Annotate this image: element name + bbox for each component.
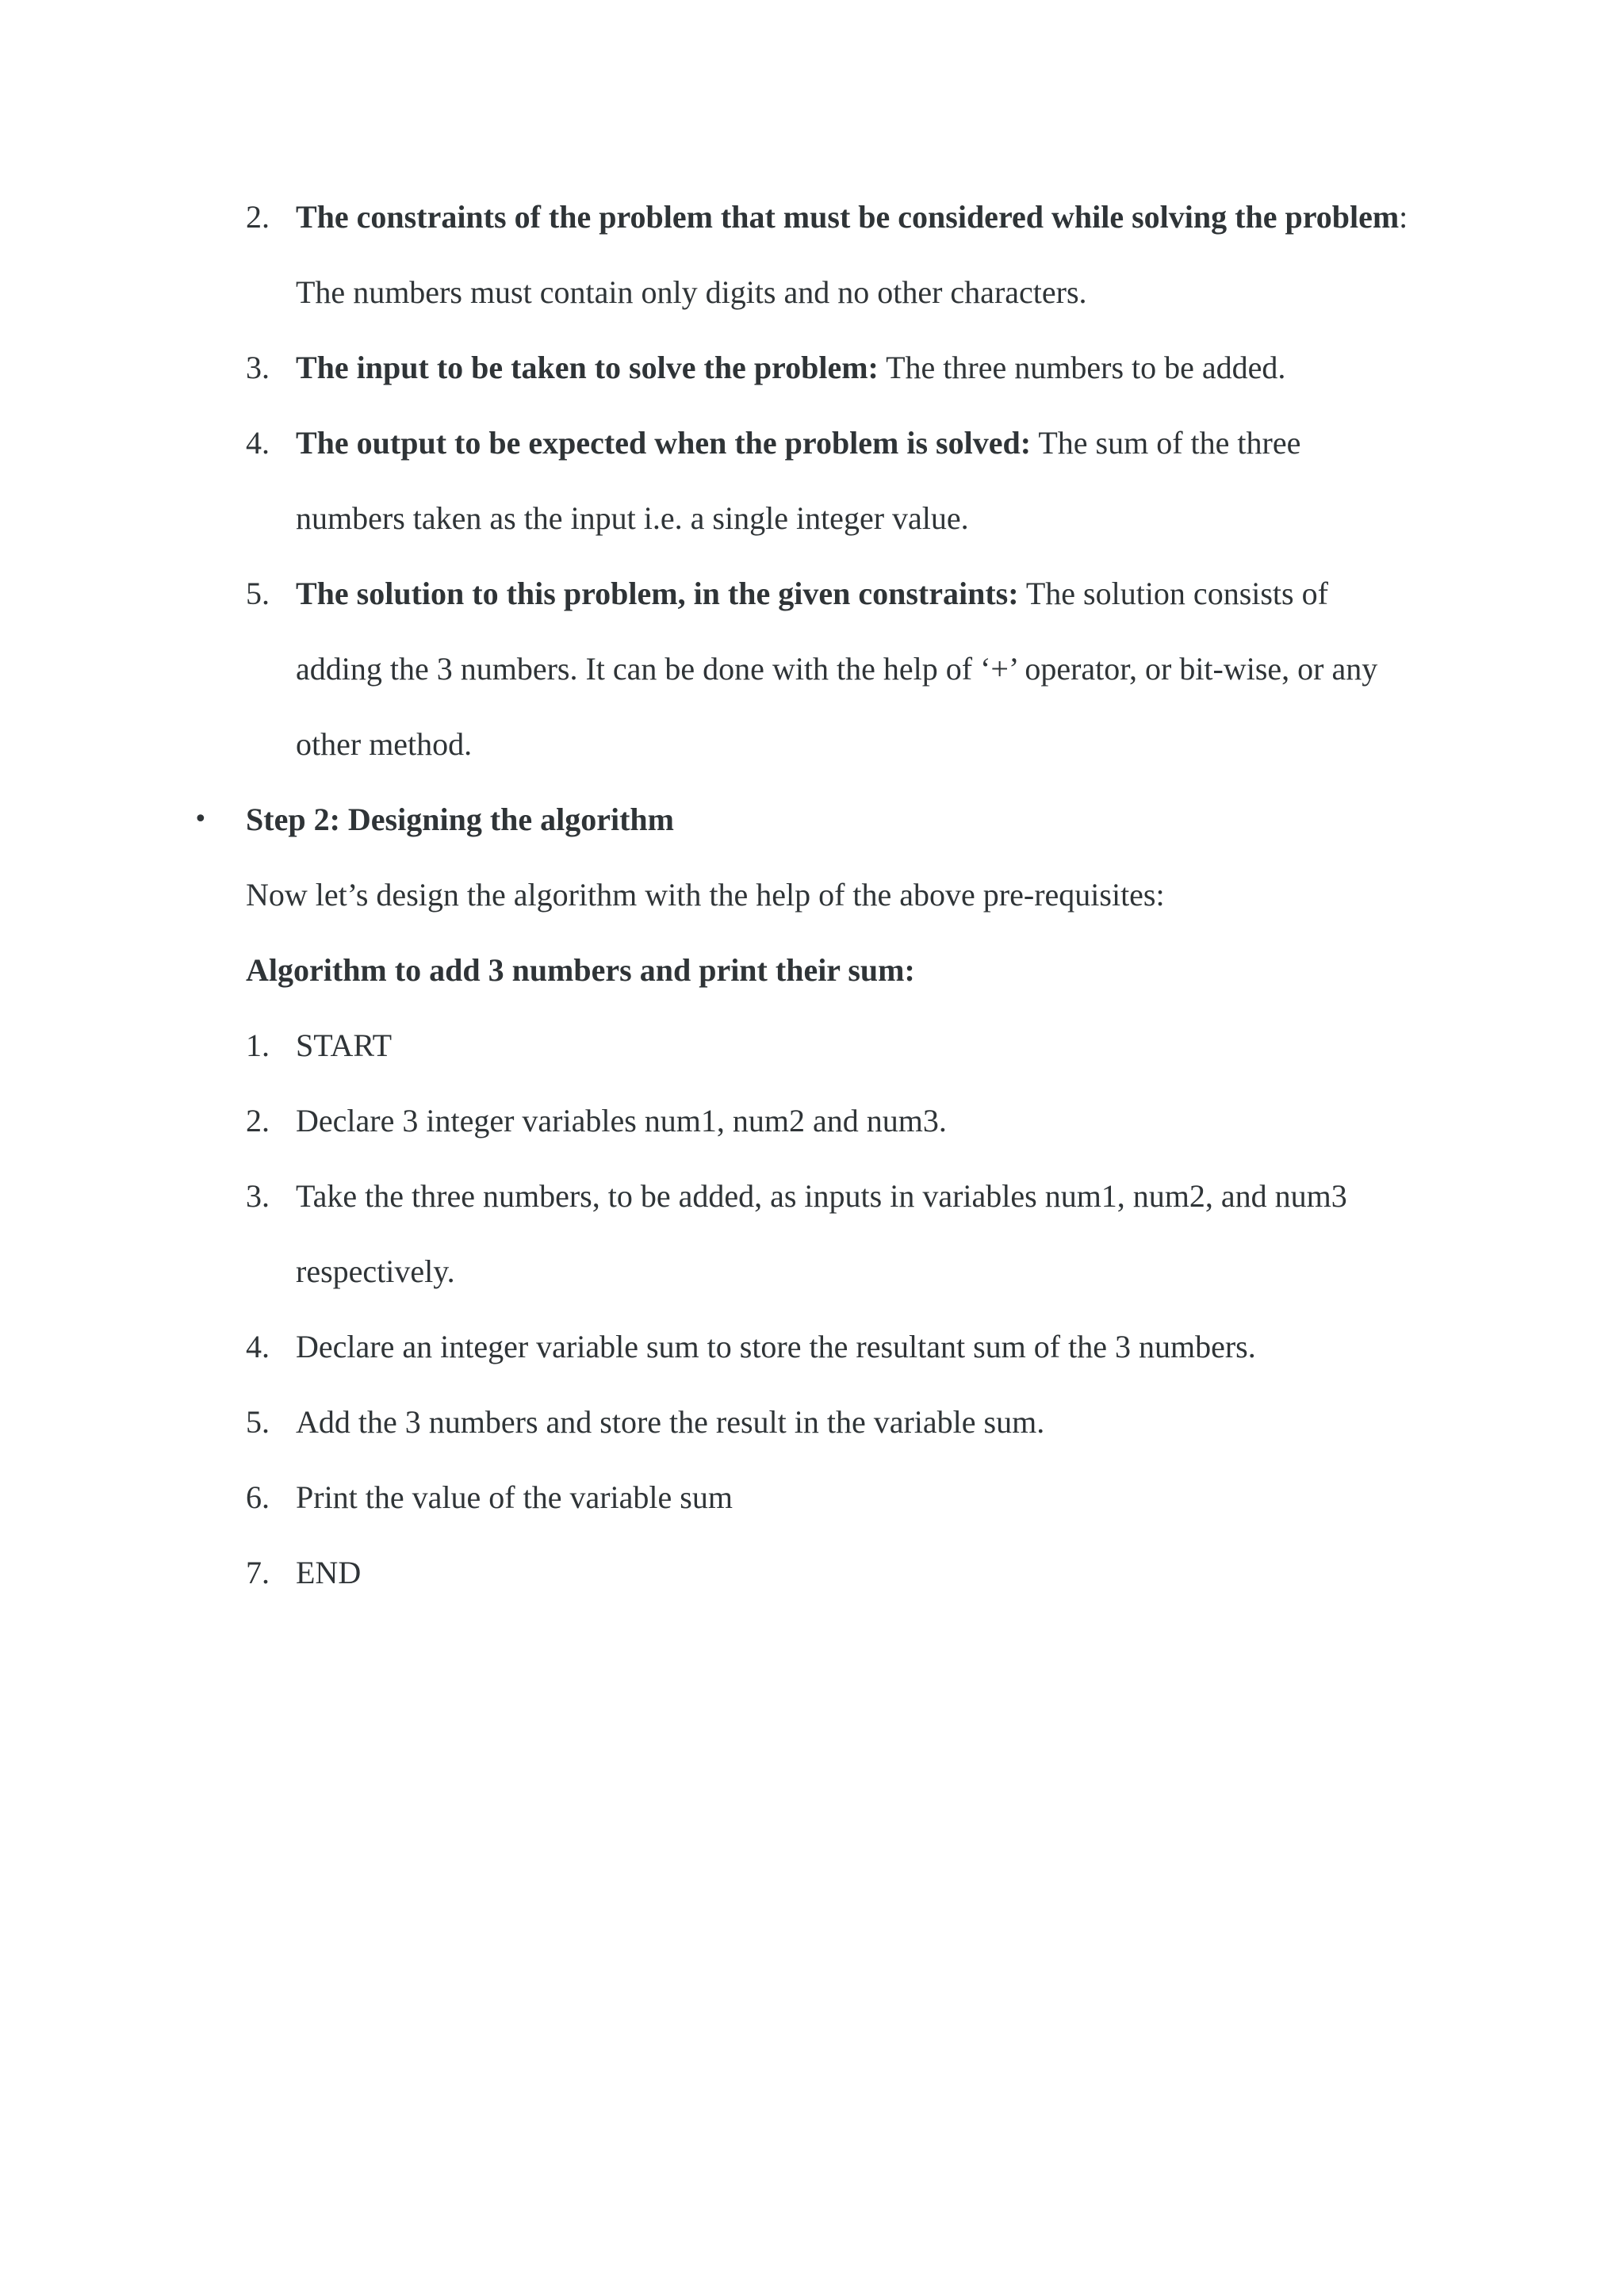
intro-paragraph: Now let’s design the algorithm with the help of the above pre-requisites: <box>246 877 1165 913</box>
list-number: 5. <box>246 576 270 611</box>
list-item-bold: The solution to this problem, in the given constraints: <box>296 576 1019 611</box>
step-number: 2. <box>246 1103 270 1138</box>
step-text: Declare an integer variable sum to store the resultant sum of the 3 numbers. <box>296 1329 1256 1364</box>
list-item-bold: The constraints of the problem that must be considered while solving the problem <box>296 199 1400 235</box>
list-item-text: : The numbers must contain only digits and no other characters. <box>296 199 1408 310</box>
list-item <box>0 556 1624 782</box>
algorithm-step <box>0 1535 1624 1610</box>
algorithm-step <box>0 1384 1624 1460</box>
step-number: 6. <box>246 1479 270 1515</box>
list-item-text: The sum of the three numbers taken as the input i.e. a single integer value. <box>296 425 1301 536</box>
algorithm-step <box>0 1460 1624 1535</box>
list-item <box>0 179 1624 330</box>
algorithm-title: Algorithm to add 3 numbers and print their sum: <box>246 952 915 988</box>
algorithm-step <box>0 1083 1624 1158</box>
section-heading: Step 2: Designing the algorithm <box>246 802 674 837</box>
list-item <box>0 330 1624 405</box>
bullet-icon: • <box>193 806 208 833</box>
step-text: Declare 3 integer variables num1, num2 and num3. <box>296 1103 947 1138</box>
step-number: 5. <box>246 1404 270 1440</box>
list-item-bold: The input to be taken to solve the problem: <box>296 350 879 385</box>
list-item-text: The solution consists of adding the 3 numbers. It can be done with the help of ‘+’ operator, or bit-wise, or any other method. <box>296 576 1378 762</box>
step2-heading-row <box>0 782 1624 857</box>
list-item <box>0 405 1624 556</box>
list-number: 2. <box>246 199 270 235</box>
list-number: 3. <box>246 350 270 385</box>
algorithm-step <box>0 1008 1624 1083</box>
algorithm-step <box>0 1309 1624 1384</box>
step-number: 3. <box>246 1178 270 1214</box>
algorithm-step <box>0 1158 1624 1309</box>
list-item-text: The three numbers to be added. <box>878 350 1286 385</box>
document-page <box>0 179 1624 1610</box>
step-text: Add the 3 numbers and store the result in the variable sum. <box>296 1404 1045 1440</box>
step-number: 7. <box>246 1555 270 1590</box>
list-number: 4. <box>246 425 270 461</box>
step-text: START <box>296 1027 393 1063</box>
list-item-bold: The output to be expected when the problem is solved: <box>296 425 1032 461</box>
step-text: Take the three numbers, to be added, as inputs in variables num1, num2, and num3 respectively. <box>296 1178 1347 1289</box>
step-text: Print the value of the variable sum <box>296 1479 733 1515</box>
step-number: 4. <box>246 1329 270 1364</box>
step-number: 1. <box>246 1027 270 1063</box>
step-text: END <box>296 1555 362 1590</box>
